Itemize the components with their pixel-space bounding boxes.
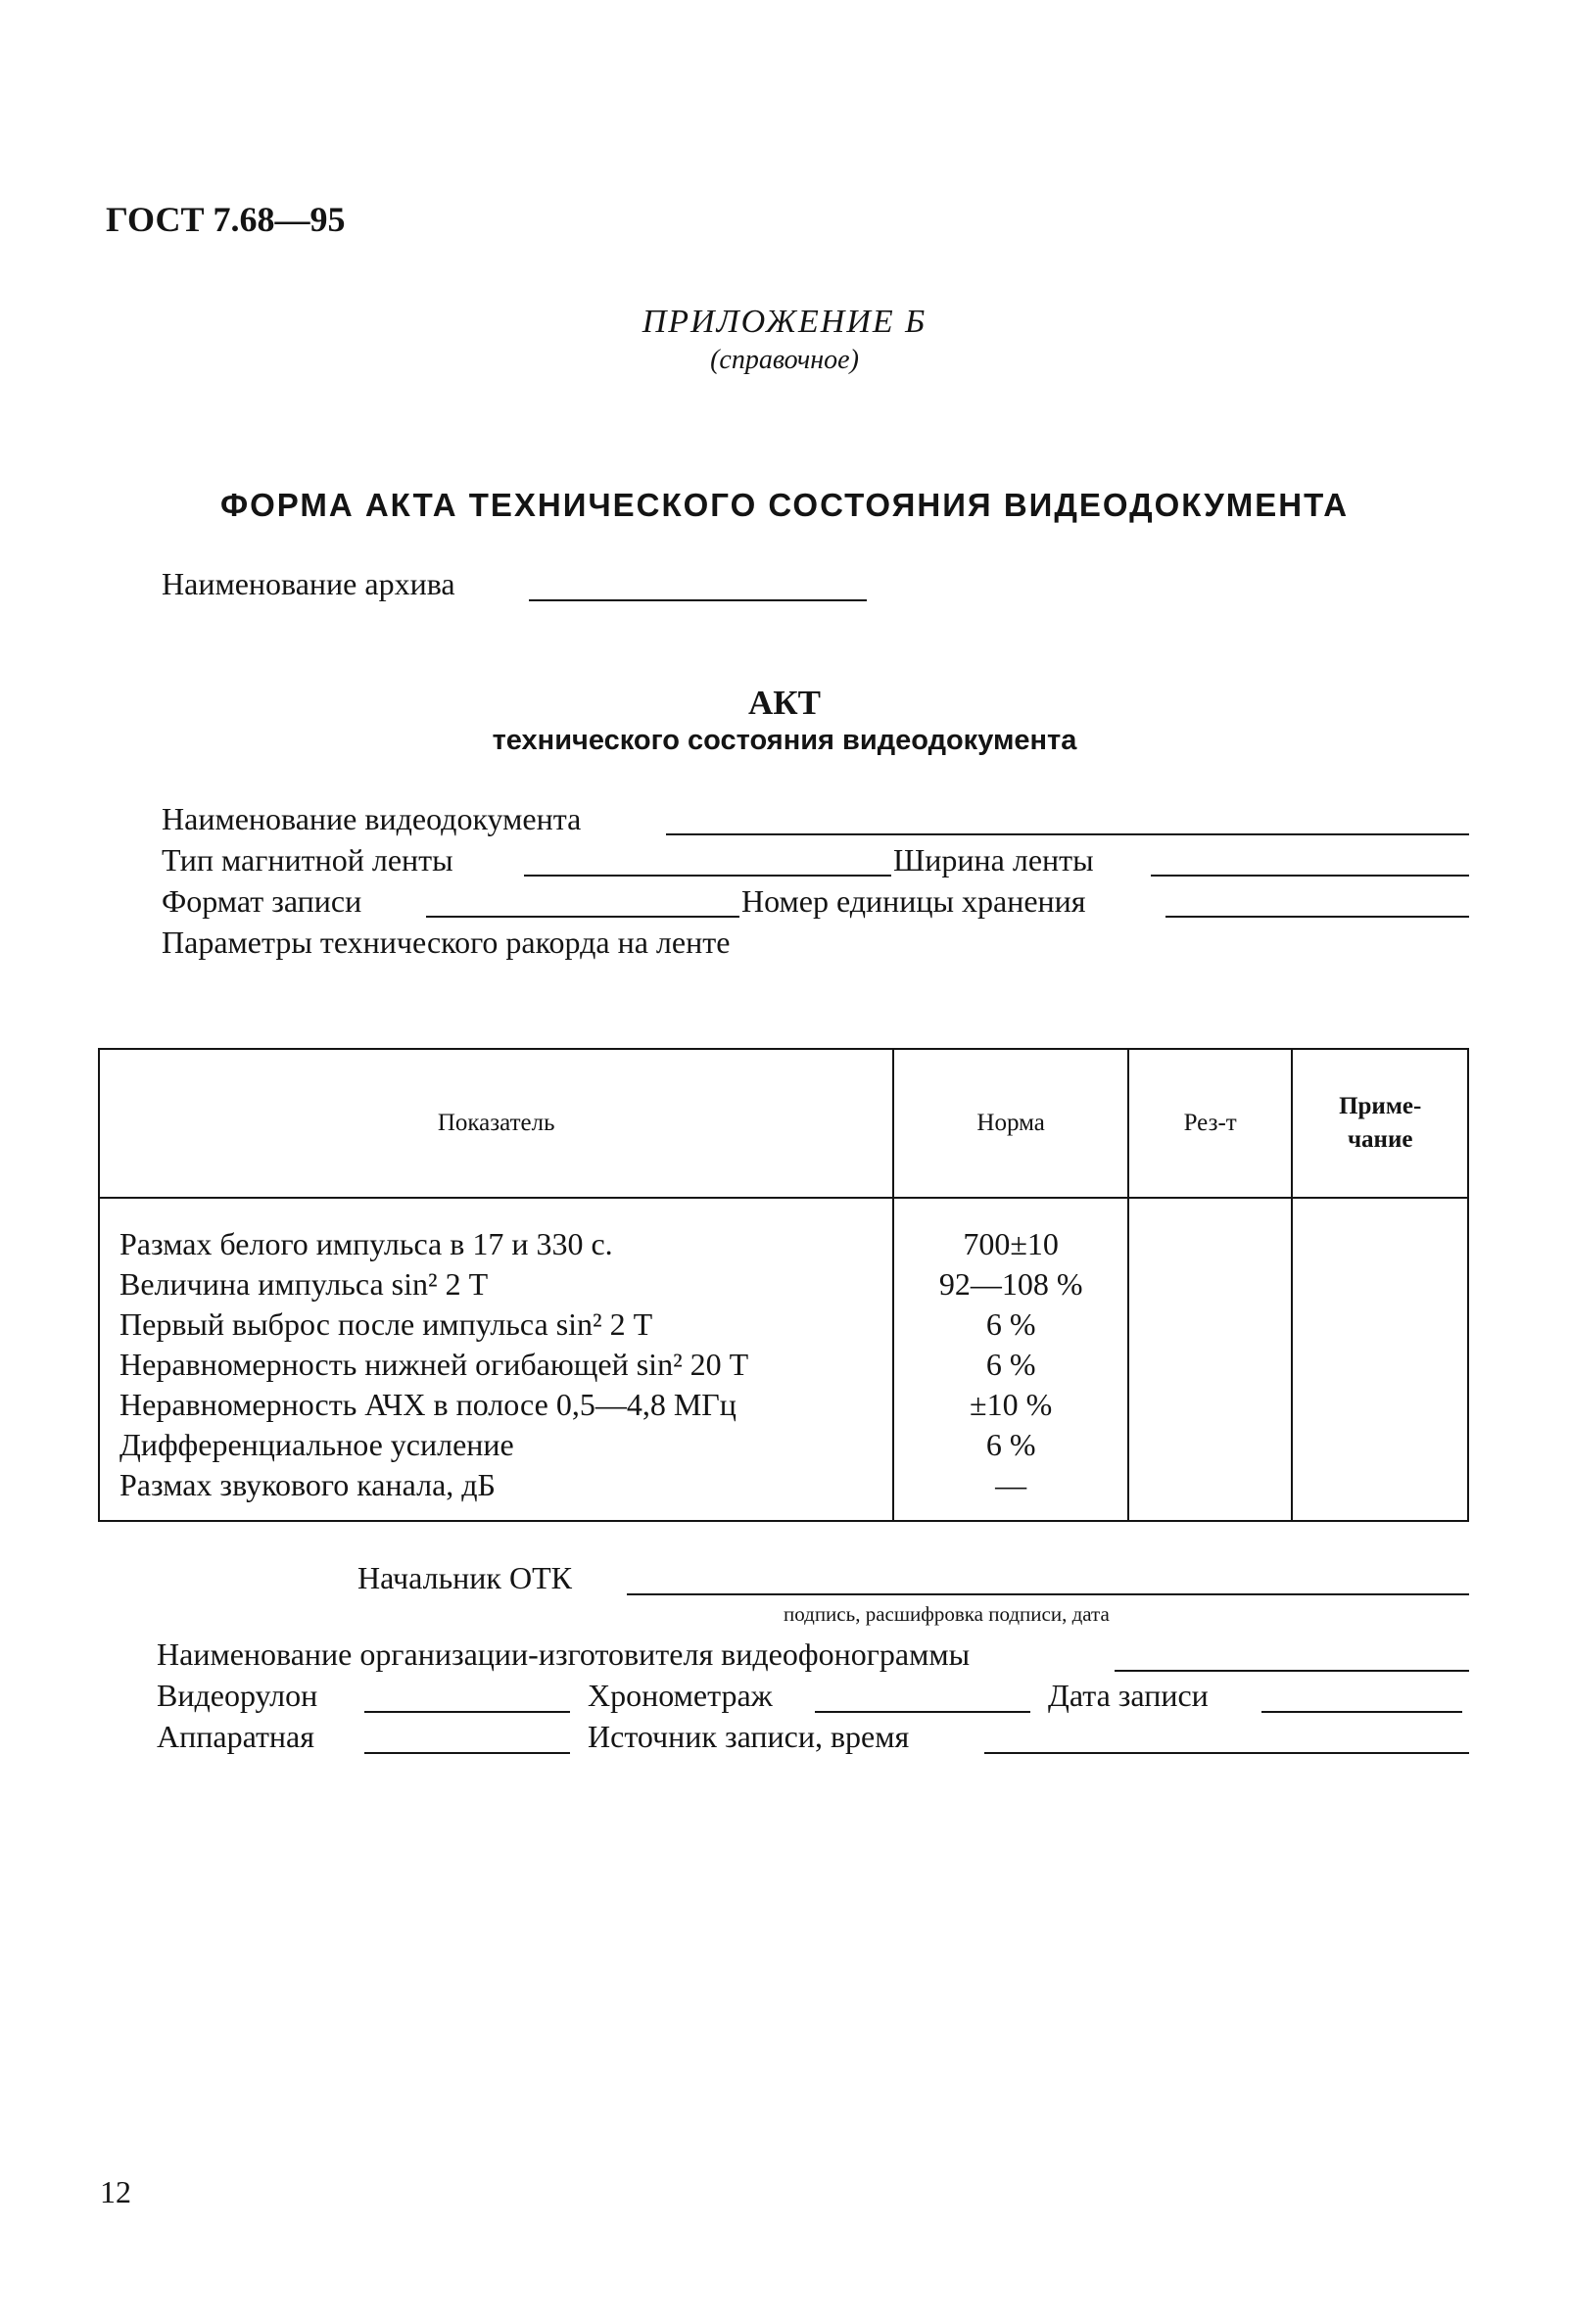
table-row-norm: 700±10: [963, 1226, 1059, 1261]
table-row-norm: —: [995, 1467, 1027, 1502]
table-row-indicator: Размах белого импульса в 17 и 330 с.: [119, 1226, 613, 1261]
note-column[interactable]: [1292, 1198, 1468, 1521]
storage-unit-field[interactable]: [1165, 916, 1469, 918]
norm-column: [893, 1198, 1128, 1521]
table-row-indicator: Величина импульса sin² 2 Т: [119, 1266, 489, 1302]
table-row-indicator: Дифференциальное усиление: [119, 1427, 514, 1462]
otk-chief-label: Начальник ОТК: [357, 1560, 572, 1595]
header-note-line-2: чание: [1347, 1126, 1413, 1153]
manufacturer-label: Наименование организации-изготовителя видеофонограммы: [157, 1636, 971, 1672]
table-row-norm: 6 %: [985, 1306, 1036, 1342]
storage-unit-label: Номер единицы хранения: [741, 883, 1086, 919]
otk-chief-signature-field[interactable]: [627, 1593, 1469, 1595]
form-title: ФОРМА АКТА ТЕХНИЧЕСКОГО СОСТОЯНИЯ ВИДЕОДОКУМЕНТА: [219, 487, 1350, 523]
table-row-indicator: Неравномерность АЧХ в полосе 0,5—4,8 МГц: [119, 1387, 737, 1422]
tape-width-field[interactable]: [1151, 875, 1469, 877]
act-subtitle: технического состояния видеодокумента: [492, 725, 1077, 756]
appendix-title: ПРИЛОЖЕНИЕ Б: [642, 304, 927, 340]
timing-label: Хронометраж: [588, 1678, 773, 1713]
standard-header: ГОСТ 7.68—95: [106, 200, 346, 239]
header-indicator: Показатель: [99, 1049, 893, 1198]
videoroll-label: Видеорулон: [157, 1678, 318, 1713]
record-format-label: Формат записи: [162, 883, 362, 919]
signature-hint: подпись, расшифровка подписи, дата: [784, 1602, 1110, 1626]
archive-name-label: Наименование архива: [162, 566, 455, 601]
table-row-norm: 6 %: [985, 1347, 1036, 1382]
record-format-field[interactable]: [426, 916, 739, 918]
table-row-norm: 6 %: [985, 1427, 1036, 1462]
appendix-subtitle: (справочное): [710, 345, 859, 375]
page-number: 12: [100, 2174, 131, 2209]
table-row-norm: 92—108 %: [938, 1266, 1083, 1302]
act-title: АКТ: [748, 684, 821, 722]
table-row-norm: ±10 %: [970, 1387, 1053, 1422]
manufacturer-field[interactable]: [1115, 1670, 1469, 1672]
table-row-indicator: Размах звукового канала, дБ: [119, 1467, 496, 1502]
equipment-room-field[interactable]: [364, 1752, 570, 1754]
record-source-field[interactable]: [984, 1752, 1469, 1754]
tape-type-field[interactable]: [524, 875, 891, 877]
table-row-indicator: Первый выброс после импульса sin² 2 Т: [119, 1306, 653, 1342]
videodoc-name-field[interactable]: [666, 833, 1469, 835]
result-column[interactable]: [1128, 1198, 1292, 1521]
table-row-indicator: Неравномерность нижней огибающей sin² 20 Т: [119, 1347, 749, 1382]
header-norm: Норма: [893, 1049, 1128, 1198]
header-note: [1292, 1049, 1468, 1198]
equipment-room-label: Аппаратная: [157, 1719, 314, 1754]
tape-type-label: Тип магнитной ленты: [162, 842, 453, 877]
record-source-label: Источник записи, время: [588, 1719, 910, 1754]
videoroll-field[interactable]: [364, 1711, 570, 1713]
parameters-table: [98, 1048, 1469, 1522]
tape-width-label: Ширина ленты: [893, 842, 1094, 877]
indicator-column: [99, 1198, 893, 1521]
archive-name-field[interactable]: [529, 599, 867, 601]
record-date-label: Дата записи: [1048, 1678, 1209, 1713]
videodoc-name-label: Наименование видеодокумента: [162, 801, 582, 836]
header-result: Рез-т: [1128, 1049, 1292, 1198]
timing-field[interactable]: [815, 1711, 1030, 1713]
leader-params-label: Параметры технического ракорда на ленте: [162, 925, 731, 960]
record-date-field[interactable]: [1261, 1711, 1462, 1713]
header-note-line-1: Приме-: [1339, 1093, 1422, 1119]
